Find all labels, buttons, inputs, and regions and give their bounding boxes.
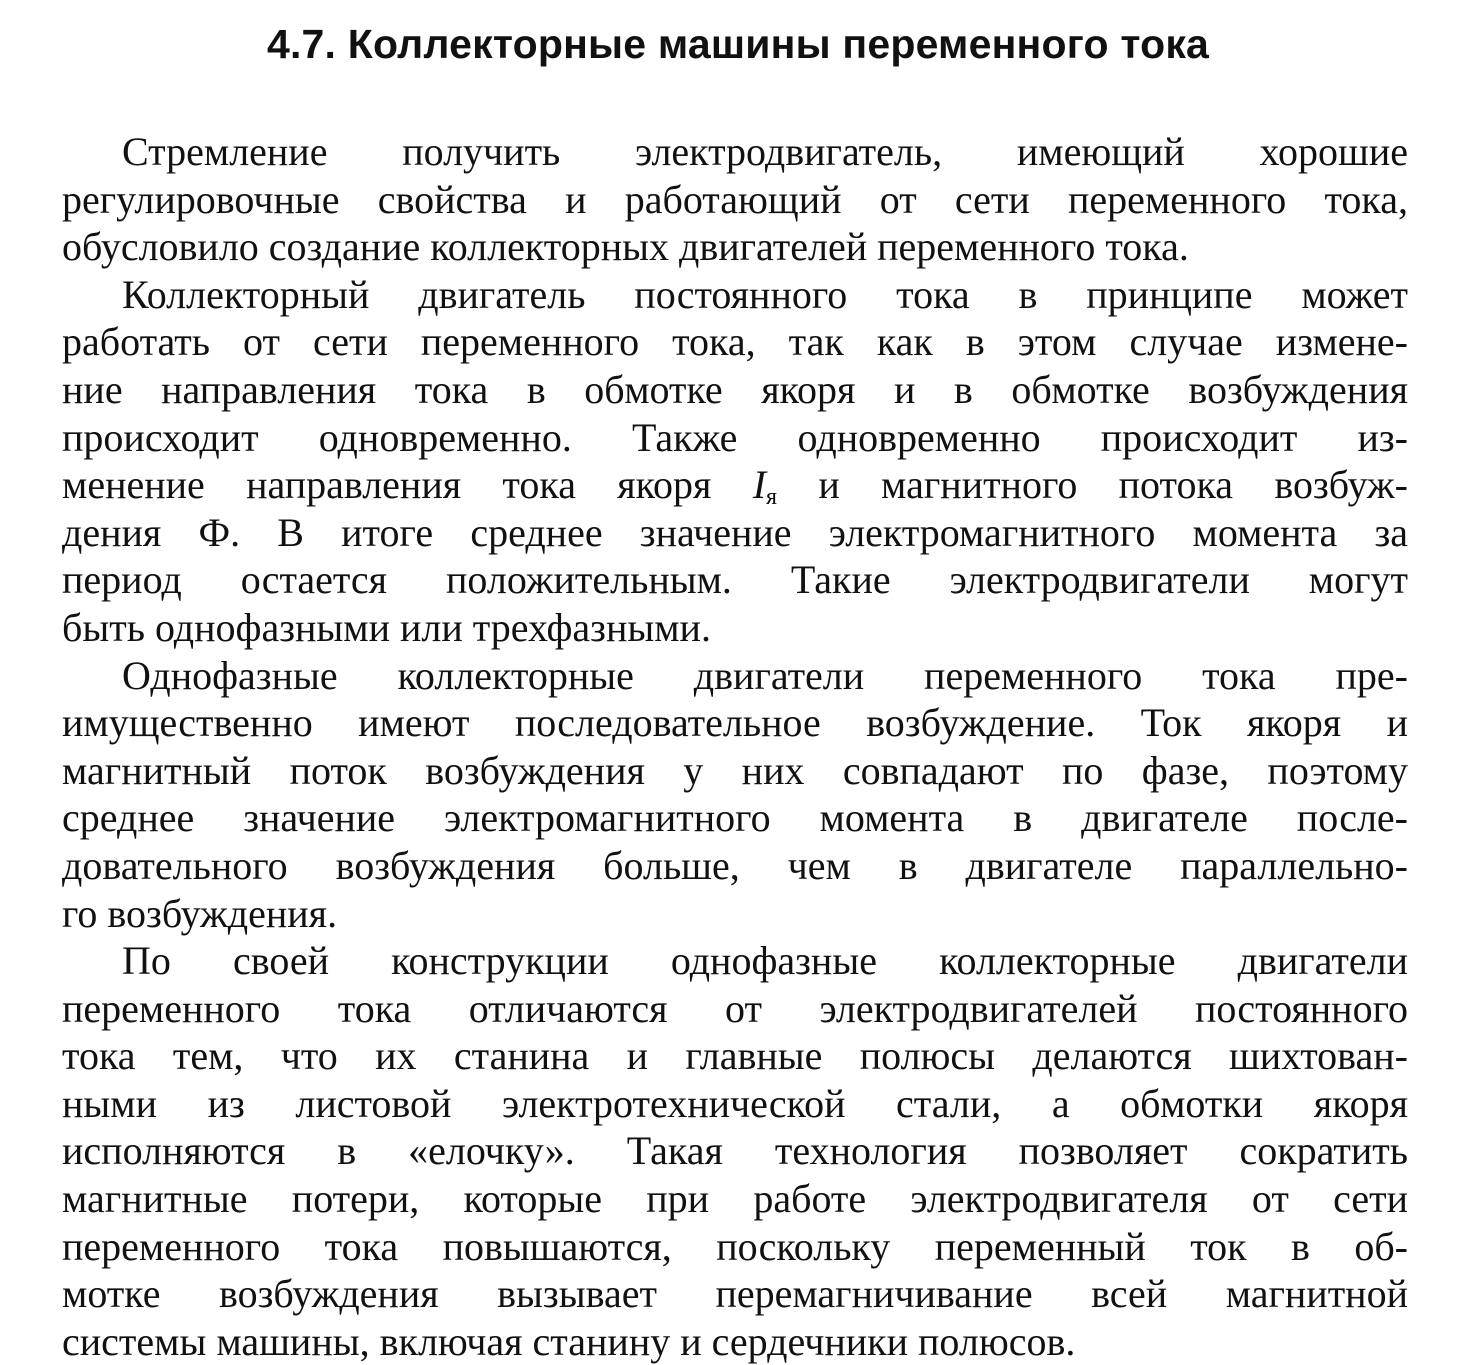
text-line: имущественно имеют последовательное возбуждение. Ток якоря и <box>62 700 1408 746</box>
paragraph-2 <box>62 271 1408 652</box>
text-line: переменного тока повышаются, поскольку переменный ток в об- <box>62 1223 1408 1269</box>
text-line: магнитный поток возбуждения у них совпадают по фазе, поэтому <box>62 747 1408 793</box>
text-line-with-formula <box>62 461 1408 509</box>
text-line: исполняются в «елочку». Такая технология позволяет сократить <box>62 1128 1408 1174</box>
text-line: быть однофазными или трехфазными. <box>62 604 711 650</box>
text-line: работать от сети переменного тока, так как в этом случае измене- <box>62 319 1408 365</box>
armature-current-subscript: я <box>766 484 778 511</box>
text-line: ными из листовой электротехнической стали, а обмотки якоря <box>62 1080 1408 1126</box>
text-line: переменного тока отличаются от электродвигателей постоянного <box>62 985 1408 1031</box>
text-line: Однофазные коллекторные двигатели переменного тока пре- <box>122 652 1408 698</box>
text-line: дения Ф. В итоге среднее значение электромагнитного момента за <box>62 509 1408 555</box>
text-line: обусловило создание коллекторных двигателей переменного тока. <box>62 224 1189 270</box>
text-line: ние направления тока в обмотке якоря и в обмотке возбуждения <box>62 366 1408 412</box>
paragraph-4 <box>62 937 1408 1365</box>
formula-line-after: и магнитного потока возбуж- <box>777 462 1408 508</box>
text-line: тока тем, что их станина и главные полюсы делаются шихтован- <box>62 1033 1408 1079</box>
text-line: го возбуждения. <box>62 890 338 936</box>
text-line: Коллекторный двигатель постоянного тока в принципе может <box>122 271 1408 317</box>
paragraph-3 <box>62 652 1408 938</box>
armature-current-symbol: I <box>752 462 767 508</box>
section-title: 4.7. Коллекторные машины переменного тока <box>266 21 1210 67</box>
text-line: По своей конструкции однофазные коллекторные двигатели <box>122 938 1408 984</box>
text-line: происходит одновременно. Также одновременно происходит из- <box>62 414 1408 460</box>
text-line: довательного возбуждения больше, чем в двигателе параллельно- <box>62 842 1408 888</box>
body-text <box>62 128 1408 1365</box>
text-line: период остается положительным. Такие электродвигатели могут <box>62 557 1408 603</box>
paragraph-1 <box>62 128 1408 271</box>
text-line: регулировочные свойства и работающий от сети переменного тока, <box>62 176 1408 222</box>
text-line: магнитные потери, которые при работе электродвигателя от сети <box>62 1176 1408 1222</box>
text-line: мотке возбуждения вызывает перемагничивание всей магнитной <box>62 1271 1408 1317</box>
formula-line-before: менение направления тока якоря <box>62 462 753 508</box>
text-line: среднее значение электромагнитного момента в двигателе после- <box>62 795 1408 841</box>
text-line: Стремление получить электродвигатель, имеющий хорошие <box>122 129 1408 174</box>
text-line: системы машины, включая станину и сердечники полюсов. <box>62 1318 1076 1364</box>
